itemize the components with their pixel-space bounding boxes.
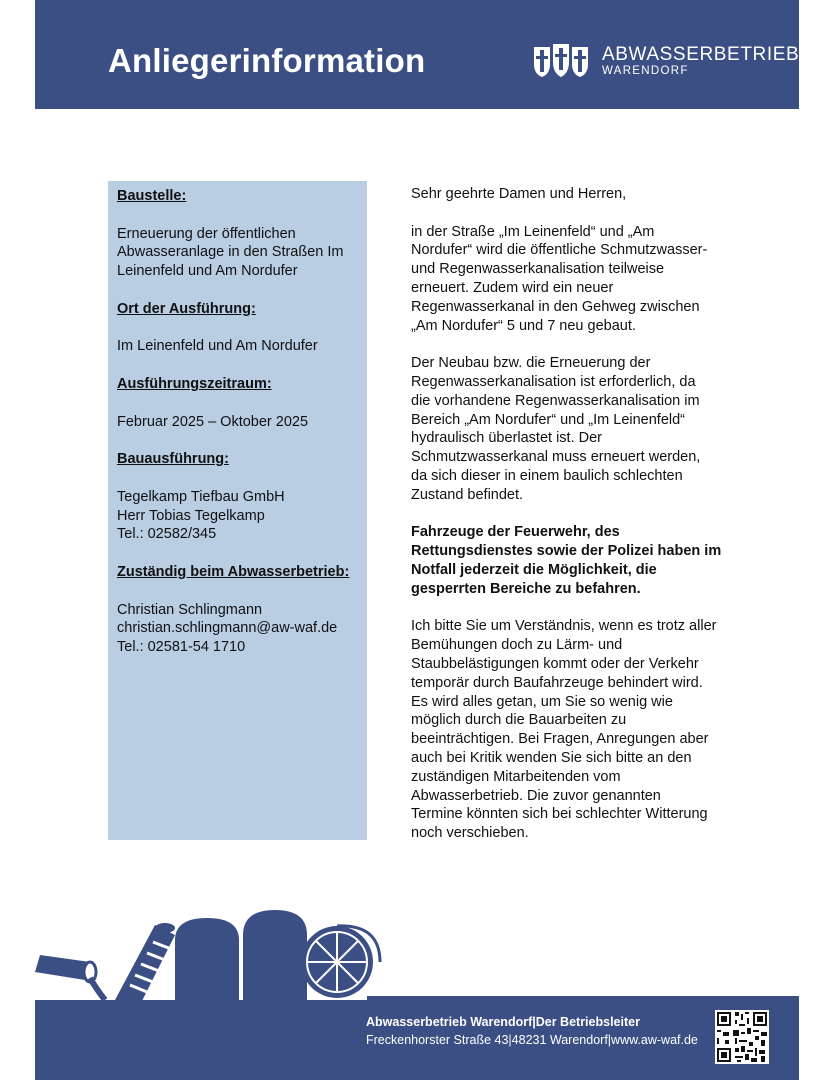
- letter-paragraph-3-emphasis: [411, 523, 741, 598]
- company-logo: [532, 44, 799, 78]
- page-header: [35, 0, 799, 109]
- text-line: Notfall jederzeit die Möglichkeit, die: [411, 561, 657, 578]
- letter-paragraph-2: [411, 354, 741, 504]
- text-line: erneuert. Zudem wird ein neuer: [411, 279, 614, 296]
- text-line: noch verschieben.: [411, 825, 529, 842]
- text-line: Schmutzwasserkanal muss erneuert werden,: [411, 449, 701, 466]
- contact-email: christian.schlingmann@aw-waf.de: [117, 620, 338, 637]
- zustaendig-heading: Zuständig beim Abwasserbetrieb:: [117, 563, 350, 580]
- text-line: Staubbelästigungen kommt oder der Verkehr: [411, 655, 699, 672]
- letter-greeting: Sehr geehrte Damen und Herren,: [411, 186, 627, 202]
- ort-text-line: Im Leinenfeld und Am Nordufer: [117, 338, 318, 355]
- baustelle-text-line: Erneuerung der öffentlichen: [117, 225, 296, 242]
- text-line: Fahrzeuge der Feuerwehr, des: [411, 524, 620, 541]
- text-line: da sich dieser in einem baulich schlechten: [411, 467, 683, 484]
- text-line: Termine könnten sich bei schlechter Witterung: [411, 806, 708, 823]
- text-line: Der Neubau bzw. die Erneuerung der: [411, 355, 651, 372]
- text-line: Regenwasserkanal in den Gehweg zwischen: [411, 298, 700, 315]
- project-info-box: [108, 181, 367, 840]
- bauausfuehrung-text-line: Tel.: 02582/345: [117, 526, 217, 543]
- baustelle-text-line: Leinenfeld und Am Nordufer: [117, 263, 298, 280]
- logo-city-name: WARENDORF: [602, 64, 689, 77]
- text-line: Abwasserbetrieb. Die zuvor genannten: [411, 787, 661, 804]
- text-line: Regenwasserkanalisation ist erforderlich, da: [411, 373, 696, 390]
- text-line: Rettungsdienstes sowie der Polizei haben im: [411, 543, 722, 560]
- letter-body: [411, 185, 741, 843]
- letter-paragraph-1: [411, 223, 741, 336]
- plant-illustration: [35, 900, 799, 1010]
- text-line: auch bei Kritik wenden Sie sich bitte an den: [411, 749, 692, 766]
- text-line: die vorhandene Regenwasserkanalisation im: [411, 392, 700, 409]
- text-line: „Am Nordufer“ 5 und 7 neu gebaut.: [411, 317, 636, 334]
- baustelle-heading: Baustelle:: [117, 188, 187, 204]
- text-line: Bemühungen doch zu Lärm- und: [411, 637, 623, 654]
- letter-paragraph-4: [411, 617, 741, 843]
- bauausfuehrung-text-line: Tegelkamp Tiefbau GmbH: [117, 488, 285, 505]
- text-line: Nordufer“ wird die öffentliche Schmutzwasser-: [411, 242, 708, 259]
- contact-phone: Tel.: 02581-54 1710: [117, 639, 246, 656]
- logo-shields-icon: [532, 44, 590, 78]
- text-line: temporär durch Baufahrzeuge behindert wird.: [411, 674, 703, 691]
- bauausfuehrung-text-line: Herr Tobias Tegelkamp: [117, 507, 265, 524]
- zeitraum-heading: Ausführungszeitraum:: [117, 375, 272, 392]
- text-line: Es wird alles getan, um Sie so wenig wie: [411, 693, 673, 710]
- page-footer: [35, 1006, 799, 1080]
- text-line: gesperrten Bereiche zu befahren.: [411, 580, 641, 597]
- text-line: möglich durch die Bauarbeiten zu: [411, 712, 627, 729]
- page-title: Anliegerinformation: [108, 42, 426, 79]
- footer-address: Freckenhorster Straße 43|48231 Warendorf|www.aw-waf.de: [366, 1033, 698, 1047]
- text-line: hydraulisch überlastet ist. Der: [411, 430, 602, 447]
- text-line: beeinträchtigen. Bei Fragen, Anregungen aber: [411, 731, 709, 748]
- text-line: in der Straße „Im Leinenfeld“ und „Am: [411, 223, 655, 240]
- text-line: und Regenwasserkanalisation teilweise: [411, 261, 665, 278]
- zeitraum-text-line: Februar 2025 – Oktober 2025: [117, 413, 309, 430]
- text-line: Ich bitte Sie um Verständnis, wenn es trotz aller: [411, 618, 717, 635]
- text-line: Bereich „Am Nordufer“ und „Im Leinenfeld“: [411, 411, 686, 428]
- footer-organization: Abwasserbetrieb Warendorf|Der Betriebsleiter: [366, 1015, 640, 1029]
- bauausfuehrung-heading: Bauausführung:: [117, 451, 229, 468]
- text-line: Zustand befindet.: [411, 486, 524, 503]
- qr-code-icon: [715, 1010, 769, 1064]
- baustelle-text-line: Abwasseranlage in den Straßen Im: [117, 244, 344, 261]
- text-line: zuständigen Mitarbeitenden vom: [411, 768, 621, 785]
- logo-company-name: ABWASSERBETRIEB: [602, 43, 800, 65]
- ort-heading: Ort der Ausführung:: [117, 300, 256, 317]
- contact-name: Christian Schlingmann: [117, 601, 263, 618]
